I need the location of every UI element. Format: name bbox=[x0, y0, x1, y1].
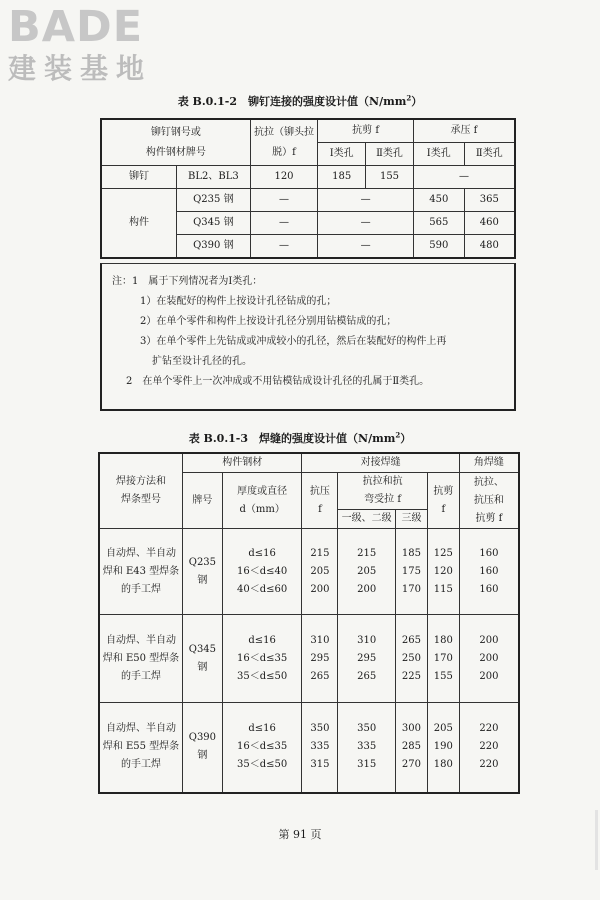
cell-grade: BL2、BL3 bbox=[177, 166, 251, 189]
cell-shear2: 155 bbox=[366, 166, 414, 189]
cell-shear: — bbox=[318, 189, 414, 212]
cell-compression: 350 335 315 bbox=[302, 703, 338, 793]
header-compression: 抗压 f bbox=[302, 473, 338, 529]
cell-thickness: d≤16 16＜d≤40 40＜d≤60 bbox=[222, 529, 302, 615]
table2-caption: 表 B.0.1-3 焊缝的强度设计值$(N/mm^2)$ bbox=[188, 430, 412, 445]
logo-brand: BADE bbox=[8, 2, 144, 52]
cell-grade: Q345 钢 bbox=[182, 615, 222, 703]
cell-bear2: 365 bbox=[464, 189, 515, 212]
cell-group: 构件 bbox=[101, 189, 177, 259]
cell-bear1: 565 bbox=[413, 212, 464, 235]
cell-thickness: d≤16 16＜d≤35 35＜d≤50 bbox=[222, 703, 302, 793]
header-fillet-weld: 角焊缝 bbox=[459, 453, 519, 473]
note-line: 扩钻至设计孔径的孔。 bbox=[152, 356, 252, 367]
cell-thickness: d≤16 16＜d≤35 35＜d≤50 bbox=[222, 615, 302, 703]
logo bbox=[8, 4, 152, 86]
cell-tension-3: 265 250 225 bbox=[396, 615, 428, 703]
cell-shear: — bbox=[318, 212, 414, 235]
cell-compression: 215 205 200 bbox=[302, 529, 338, 615]
cell-bear1: 590 bbox=[413, 235, 464, 259]
cell-bear2: 460 bbox=[464, 212, 515, 235]
header-bearing: 承压 f bbox=[413, 119, 515, 143]
table-row bbox=[99, 615, 519, 703]
header-weld-method: 焊接方法和 焊条型号 bbox=[99, 453, 182, 529]
header-class1: Ⅰ类孔 bbox=[318, 143, 366, 166]
cell-tension-3: 300 285 270 bbox=[396, 703, 428, 793]
header-tension-bending: 抗拉和抗 弯受拉 f bbox=[338, 473, 428, 510]
cell-tension-12: 215 205 200 bbox=[338, 529, 396, 615]
cell-bearing: — bbox=[413, 166, 515, 189]
note-line: 3）在单个零件上先钻成或冲成较小的孔径，然后在装配好的构件上再 bbox=[140, 336, 447, 347]
table-row bbox=[99, 703, 519, 793]
page-number: 第 91 页 bbox=[278, 828, 322, 841]
weld-strength-table bbox=[98, 452, 520, 794]
cell-shear: 180 170 155 bbox=[427, 615, 459, 703]
header-fillet-strength: 抗拉、 抗压和 抗剪 f bbox=[459, 473, 519, 529]
cell-fillet: 220 220 220 bbox=[459, 703, 519, 793]
table-row bbox=[101, 166, 515, 189]
header-shear: 抗剪 f bbox=[427, 473, 459, 529]
cell-tension: — bbox=[250, 189, 318, 212]
cell-fillet: 200 200 200 bbox=[459, 615, 519, 703]
header-butt-weld: 对接焊缝 bbox=[302, 453, 459, 473]
cell-shear: 205 190 180 bbox=[427, 703, 459, 793]
header-class2: Ⅱ类孔 bbox=[366, 143, 414, 166]
note-line: 2）在单个零件和构件上按设计孔径分别用钻模钻成的孔； bbox=[140, 316, 397, 327]
cell-method: 自动焊、半自动 焊和 E50 型焊条 的手工焊 bbox=[99, 615, 182, 703]
cell-group: 铆钉 bbox=[101, 166, 177, 189]
header-member-steel: 构件钢材 bbox=[182, 453, 302, 473]
header-rivet-grade: 铆钉钢号或 构件钢材牌号 bbox=[101, 119, 250, 166]
cell-fillet: 160 160 160 bbox=[459, 529, 519, 615]
table-row bbox=[99, 529, 519, 615]
header-shear: 抗剪 f bbox=[318, 119, 414, 143]
header-quality-3: 三级 bbox=[396, 510, 428, 529]
cell-tension-12: 350 335 315 bbox=[338, 703, 396, 793]
rivet-strength-table bbox=[100, 118, 516, 259]
cell-compression: 310 295 265 bbox=[302, 615, 338, 703]
cell-tension-12: 310 295 265 bbox=[338, 615, 396, 703]
note-line: 1）在装配好的构件上按设计孔径钻成的孔； bbox=[140, 296, 337, 307]
cell-grade: Q390 钢 bbox=[177, 235, 251, 259]
cell-tension: — bbox=[250, 235, 318, 259]
notes-box bbox=[100, 263, 516, 411]
header-class2-bearing: Ⅱ类孔 bbox=[464, 143, 515, 166]
header-thickness: 厚度或直径 d（mm） bbox=[222, 473, 302, 529]
header-grade: 牌号 bbox=[182, 473, 222, 529]
header-tension: 抗拉（铆头拉 脱）f bbox=[250, 119, 318, 166]
logo-subtitle: 建装基地 bbox=[8, 52, 153, 85]
cell-method: 自动焊、半自动 焊和 E43 型焊条 的手工焊 bbox=[99, 529, 182, 615]
cell-bear1: 450 bbox=[413, 189, 464, 212]
cell-method: 自动焊、半自动 焊和 E55 型焊条 的手工焊 bbox=[99, 703, 182, 793]
table-row bbox=[101, 189, 515, 212]
cell-tension: 120 bbox=[250, 166, 318, 189]
note-line: 2 在单个零件上一次冲成或不用钻模钻成设计孔径的孔属于Ⅱ类孔。 bbox=[126, 376, 430, 387]
header-class1-bearing: Ⅰ类孔 bbox=[413, 143, 464, 166]
cell-tension-3: 185 175 170 bbox=[396, 529, 428, 615]
note-line: 注：1 属于下列情况者为Ⅰ类孔： bbox=[112, 276, 263, 287]
cell-shear: 125 120 115 bbox=[427, 529, 459, 615]
cell-grade: Q390 钢 bbox=[182, 703, 222, 793]
cell-grade: Q235 钢 bbox=[177, 189, 251, 212]
cell-shear: — bbox=[318, 235, 414, 259]
cell-grade: Q235 钢 bbox=[182, 529, 222, 615]
cell-bear2: 480 bbox=[464, 235, 515, 259]
cell-tension: — bbox=[250, 212, 318, 235]
cell-shear1: 185 bbox=[318, 166, 366, 189]
scan-edge bbox=[595, 810, 598, 870]
cell-grade: Q345 钢 bbox=[177, 212, 251, 235]
header-quality-12: 一级、二级 bbox=[338, 510, 396, 529]
table1-caption: 表 B.0.1-2 铆钉连接的强度设计值$(N/mm^2)$ bbox=[177, 93, 423, 108]
